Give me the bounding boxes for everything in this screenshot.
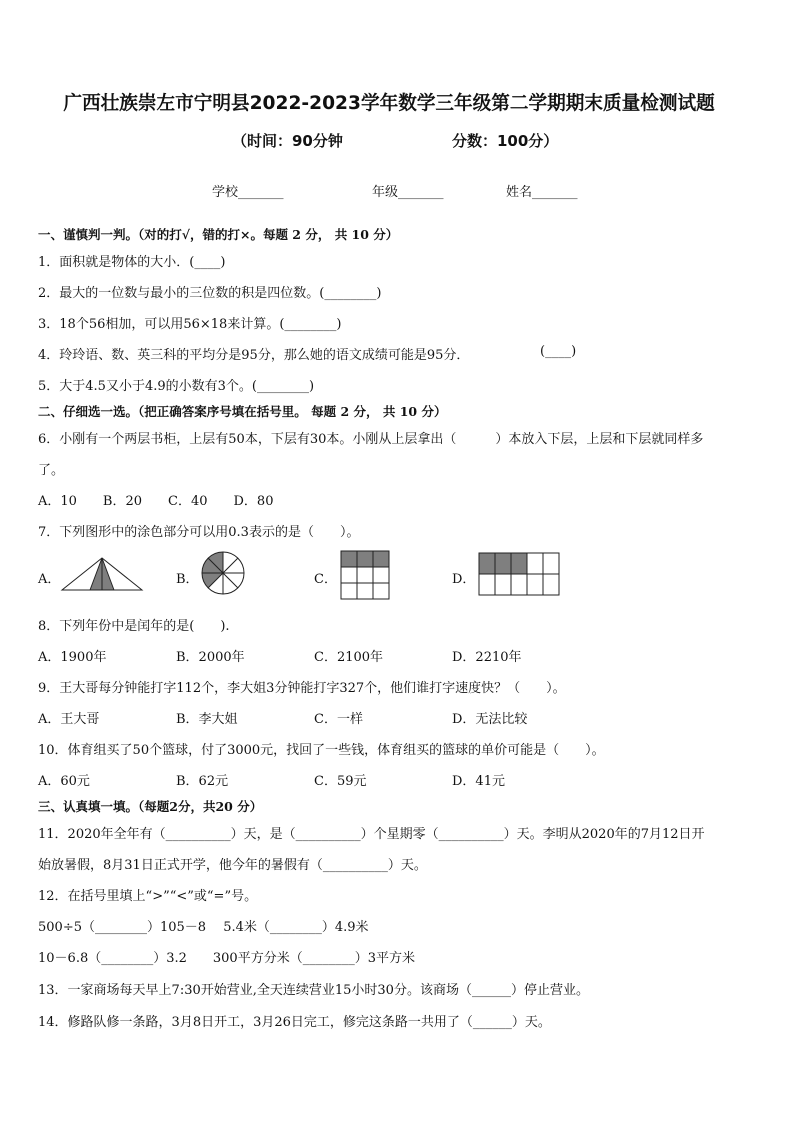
page-title: 广西壮族崇左市宁明县2022-2023学年数学三年级第二学期期末质量检测试题 (63, 92, 715, 114)
q10-option-c: C．59元 (314, 774, 367, 789)
q10-option-a: A．60元 (38, 774, 90, 789)
exam-time: （时间：90分钟 (232, 132, 343, 150)
q8-option-a: A．1900年 (38, 650, 107, 665)
question-12-row2: 10－6.8（________）3.2 300平方分米（________）3平方米 (38, 951, 415, 966)
question-14: 14．修路队修一条路，3月8日开工，3月26日完工，修完这条路一共用了（______）天。 (38, 1015, 551, 1030)
name-field: 姓名_______ (506, 185, 578, 200)
question-9: 9．王大哥每分钟能打字112个，李大姐3分钟能打字327个，他们谁打字速度快？（ ）。 (38, 681, 566, 696)
question-7: 7．下列图形中的涂色部分可以用0.3表示的是（ ）。 (38, 525, 360, 540)
figure-b-circle (200, 550, 246, 596)
question-13: 13．一家商场每天早上7:30开始营业,全天连续营业15小时30分。该商场（______）停止营业。 (38, 983, 589, 998)
question-11-cont: 始放暑假，8月31日正式开学，他今年的暑假有（__________）天。 (38, 858, 427, 873)
q8-option-d: D．2210年 (452, 650, 522, 665)
question-6: 6．小刚有一个两层书柜，上层有50本，下层有30本。小刚从上层拿出（ ）本放入下层，上层和下层就同样多 (38, 432, 704, 447)
section2-heading: 二、仔细选一选。（把正确答案序号填在括号里。 每题 2 分， 共 10 分） (38, 404, 447, 419)
question-1: 1．面积就是物体的大小．(____) (38, 255, 226, 270)
q10-option-d: D．41元 (452, 774, 505, 789)
q9-option-d: D．无法比较 (452, 712, 528, 727)
q7-label-a: A． (38, 572, 61, 587)
question-2: 2．最大的一位数与最小的三位数的积是四位数。(________) (38, 286, 382, 301)
question-12-row1: 500÷5（________）105－8 5.4米（________）4.9米 (38, 920, 369, 935)
q9-option-c: C．一样 (314, 712, 363, 727)
question-4: 4．玲玲语、数、英三科的平均分是95分，那么她的语文成绩可能是95分． (38, 348, 470, 363)
grade-field: 年级_______ (372, 185, 444, 200)
q7-label-c: C． (314, 572, 337, 587)
section1-heading: 一、谨慎判一判。（对的打√，错的打×。每题 2 分， 共 10 分） (38, 227, 399, 242)
question-12: 12．在括号里填上“>”“<”或“=”号。 (38, 889, 258, 904)
exam-score: 分数：100分） (452, 132, 559, 150)
question-4-blank: (____) (540, 344, 577, 359)
q8-option-c: C．2100年 (314, 650, 384, 665)
school-field: 学校_______ (212, 185, 284, 200)
q9-option-a: A．王大哥 (38, 712, 100, 727)
q7-label-d: D． (452, 572, 476, 587)
figure-a-triangle (60, 556, 144, 592)
question-5: 5．大于4.5又小于4.9的小数有3个。(________) (38, 379, 315, 394)
q9-option-b: B．李大姐 (176, 712, 238, 727)
question-11: 11．2020年全年有（__________）天，是（__________）个星期零（__________）天。李明从2020年的7月12日开 (38, 827, 705, 842)
question-6-options: A．10 B．20 C．40 D．80 (38, 494, 274, 509)
q8-option-b: B．2000年 (176, 650, 245, 665)
figure-d-grid (478, 552, 560, 596)
question-3: 3．18个56相加，可以用56×18来计算。(________) (38, 317, 342, 332)
q7-label-b: B． (176, 572, 199, 587)
figure-c-grid (340, 550, 390, 600)
question-10: 10．体育组买了50个篮球，付了3000元，找回了一些钱，体育组买的篮球的单价可能是（ ）。 (38, 743, 605, 758)
q10-option-b: B．62元 (176, 774, 229, 789)
question-8: 8．下列年份中是闰年的是( ). (38, 619, 230, 634)
section3-heading: 三、认真填一填。（每题2分，共20 分） (38, 799, 263, 814)
question-6-cont: 了。 (38, 463, 65, 478)
